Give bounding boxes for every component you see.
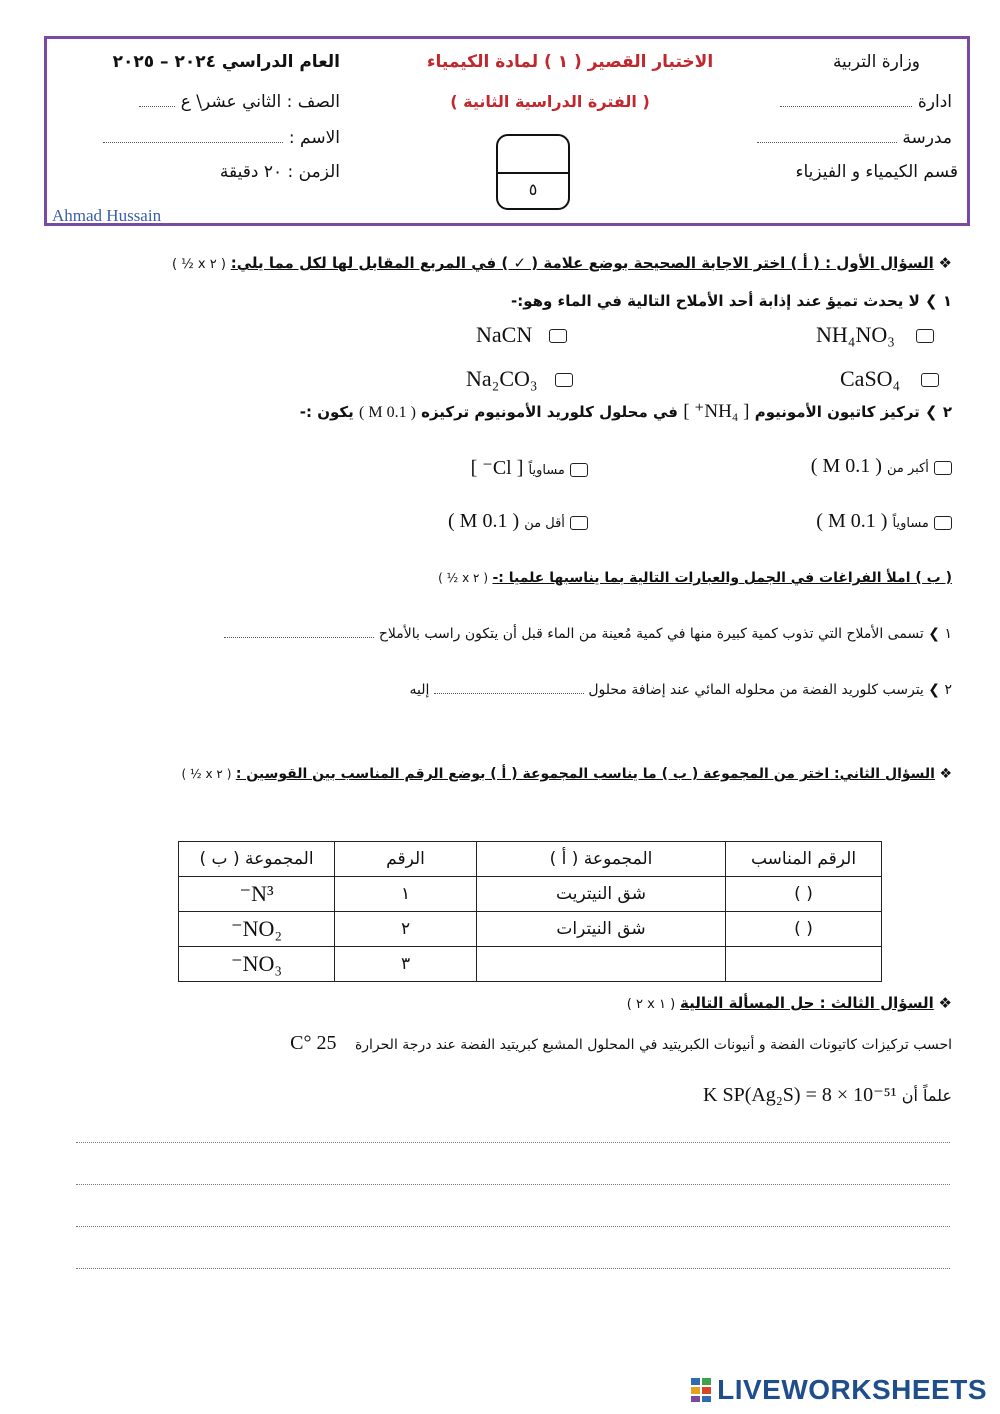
bullet-icon: ❖ [939, 766, 952, 782]
q1b-item2-line [410, 682, 952, 698]
answer-line[interactable] [76, 1268, 950, 1269]
table-row [179, 947, 882, 982]
q3-text-line [290, 1032, 952, 1055]
quiz-title: الاختبار القصير ( ١ ) لمادة الكيمياء [426, 52, 714, 72]
q1-item2-opt-a [811, 455, 952, 478]
liveworksheets-icon [690, 1377, 712, 1403]
opt-b-formula: NaCN [476, 322, 533, 347]
answer-cell[interactable]: ( ) [726, 877, 882, 912]
q1-item1-number: ١ [942, 292, 952, 310]
liveworksheets-logo[interactable] [690, 1374, 987, 1404]
opt-c-value: ( 0.1 M ) [816, 510, 888, 532]
q1b-item2-end: إليه [409, 682, 430, 698]
col-header-group-a: المجموعة ( أ ) [476, 842, 725, 877]
number-cell: ١ [335, 877, 477, 912]
name-blank[interactable] [103, 141, 283, 143]
answer-line[interactable] [76, 1226, 950, 1227]
q1-item1-opt-b [476, 322, 567, 348]
q1-title-line [172, 254, 952, 272]
q1-item2-text-c: يكون :- [299, 403, 354, 421]
group-b-cell: N³⁻ [179, 877, 335, 912]
q1b-item2-blank[interactable] [434, 692, 584, 694]
group-a-cell: شق النيترات [476, 912, 725, 947]
opt-a-value: ( 0.1 M ) [810, 455, 882, 477]
author-watermark: Ahmad Hussain [52, 206, 162, 225]
arrow-icon: ❯ [925, 403, 938, 421]
opt-a-formula: NH₄NO₃ [816, 322, 895, 347]
bullet-icon: ❖ [938, 994, 952, 1012]
q3-marks: ( ١ x ٢ ) [626, 997, 676, 1012]
number-cell: ٢ [335, 912, 477, 947]
q1-item2-number: ٢ [942, 403, 952, 421]
school-blank[interactable] [757, 141, 897, 143]
q1b-item2-text: يترسب كلوريد الفضة من محلوله المائي عند إضافة محلول [588, 682, 924, 698]
opt-b-value: [ Cl⁻ ] [470, 457, 524, 479]
q1b-item1-line [224, 626, 952, 642]
name-label: الاسم : [288, 128, 340, 148]
q1-item2-opt-d [448, 510, 588, 533]
administration-line [780, 92, 952, 112]
q1-item1-opt-d [466, 366, 573, 392]
group-b-cell: NO₃⁻ [179, 947, 335, 982]
administration-label: ادارة [917, 92, 952, 112]
group-a-cell: شق النيتريت [476, 877, 725, 912]
col-header-number: الرقم [335, 842, 477, 877]
q1-item2-text-b: في محلول كلوريد الأمونيوم تركيزه [421, 403, 678, 421]
department-label: قسم الكيمياء و الفيزياء [795, 162, 958, 182]
school-line [757, 128, 952, 148]
q2-title: السؤال الثاني: اختر من المجموعة ( ب ) ما يناسب المجموعة ( أ ) بوضع الرقم المناسب بين القوسين : [235, 766, 935, 782]
q1b-title-line [438, 570, 952, 586]
grade-line [139, 92, 340, 112]
time-label: الزمن : ٢٠ دقيقة [219, 162, 340, 182]
q1b-item1-text: تسمى الأملاح التي تذوب كمية كبيرة منها في كمية مُعينة من الماء قبل أن يتكون راسب بالأملاح [378, 626, 924, 642]
group-b-cell: NO₂⁻ [179, 912, 335, 947]
q3-title-line [627, 994, 952, 1012]
answer-cell[interactable]: ( ) [726, 912, 882, 947]
number-cell: ٣ [335, 947, 477, 982]
opt-b-label: مساوياً [528, 463, 565, 478]
school-label: مدرسة [902, 128, 952, 148]
table-row [179, 877, 882, 912]
arrow-icon: ❯ [925, 292, 938, 310]
q1-marks: ( ٢ x ½ ) [171, 257, 226, 272]
ministry-label: وزارة التربية [832, 52, 920, 72]
opt-d-value: ( 0.1 M ) [448, 510, 520, 532]
bullet-icon: ❖ [938, 254, 952, 272]
q1-item1-opt-c [840, 366, 939, 392]
q1-item2-opt-a-checkbox[interactable] [934, 461, 952, 475]
q1-item2-opt-d-checkbox[interactable] [570, 516, 588, 530]
liveworksheets-brand: LIVEWORKSHEETS [717, 1374, 988, 1405]
q1-title: السؤال الأول : ( أ ) اختر الاجابة الصحيحة بوضع علامة ( ✓ ) في المربع المقابل لها لكل مما يلي: [230, 254, 934, 272]
grade-section-blank[interactable] [139, 105, 175, 107]
q3-title: السؤال الثالث : حل المسألة التالية [679, 994, 934, 1012]
q1-item2-line [300, 400, 952, 423]
q1b-item2-number: ٢ [944, 682, 952, 698]
name-line [103, 128, 340, 148]
opt-c-label: مساوياً [892, 516, 929, 531]
administration-blank[interactable] [780, 105, 912, 107]
q3-text: احسب تركيزات كاتيونات الفضة و أنيونات الكبريتيد في المحلول المشبع كبريتيد الفضة عند درجة الحرارة [354, 1037, 952, 1053]
q1b-item1-number: ١ [944, 626, 952, 642]
arrow-icon: ❯ [928, 682, 941, 698]
academic-year: العام الدراسي ٢٠٢٤ – ٢٠٢٥ [112, 52, 340, 72]
table-row [179, 912, 882, 947]
opt-d-formula: Na₂CO₃ [466, 366, 538, 391]
q2-marks: ( ٢ x ½ ) [181, 767, 232, 781]
answer-line[interactable] [76, 1184, 950, 1185]
q1-item1-opt-c-checkbox[interactable] [921, 373, 939, 387]
opt-d-label: أقل من [524, 516, 565, 531]
q1-item2-concentration: ( 0.1 M ) [359, 404, 416, 421]
score-divider [498, 172, 568, 174]
q1-item1-opt-a-checkbox[interactable] [916, 329, 934, 343]
q3-temperature: 25 °C [290, 1032, 337, 1054]
q3-given-line [703, 1082, 952, 1107]
q1b-item1-blank[interactable] [224, 636, 374, 638]
answer-cell [726, 947, 882, 982]
q1-item1-opt-d-checkbox[interactable] [555, 373, 573, 387]
period-label: ( الفترة الدراسية الثانية ) [450, 92, 650, 111]
ammonium-ion: [ NH₄⁺ ] [683, 401, 750, 422]
q1-item1-opt-b-checkbox[interactable] [549, 329, 567, 343]
grade-label: الصف : الثاني عشر\ ع [180, 92, 340, 112]
q1-item2-opt-b-checkbox[interactable] [570, 463, 588, 477]
q1-item1-text: لا يحدث تميؤ عند إذابة أحد الأملاح التالية في الماء وهو:- [510, 292, 920, 310]
q1b-title: ( ب ) املأ الفراغات في الجمل والعبارات التالية بما يناسبها علميا :- [492, 570, 952, 586]
table-header-row [179, 842, 882, 877]
q1-item1-line [511, 292, 952, 310]
q1-item2-text-a: تركيز كاتيون الأمونيوم [754, 403, 920, 421]
group-a-cell [476, 947, 725, 982]
q2-title-line [182, 766, 952, 782]
matching-table [178, 841, 882, 982]
q1-item2-opt-b [471, 455, 588, 480]
score-total: ٥ [528, 180, 538, 199]
q3-ksp-value: K SP(Ag₂S) = 8 × 10⁻⁵¹ [703, 1084, 897, 1106]
arrow-icon: ❯ [928, 626, 941, 642]
opt-c-formula: CaSO₄ [840, 366, 901, 391]
score-box[interactable] [496, 134, 570, 210]
q3-given-label: علماً أن [901, 1086, 952, 1105]
answer-line[interactable] [76, 1142, 950, 1143]
col-header-answer: الرقم المناسب [726, 842, 882, 877]
q1b-marks: ( ٢ x ½ ) [438, 571, 488, 585]
opt-a-label: أكبر من [887, 461, 929, 476]
q1-item1-opt-a [816, 322, 934, 348]
col-header-group-b: المجموعة ( ب ) [179, 842, 335, 877]
q1-item2-opt-c [816, 510, 952, 533]
q1-item2-opt-c-checkbox[interactable] [934, 516, 952, 530]
